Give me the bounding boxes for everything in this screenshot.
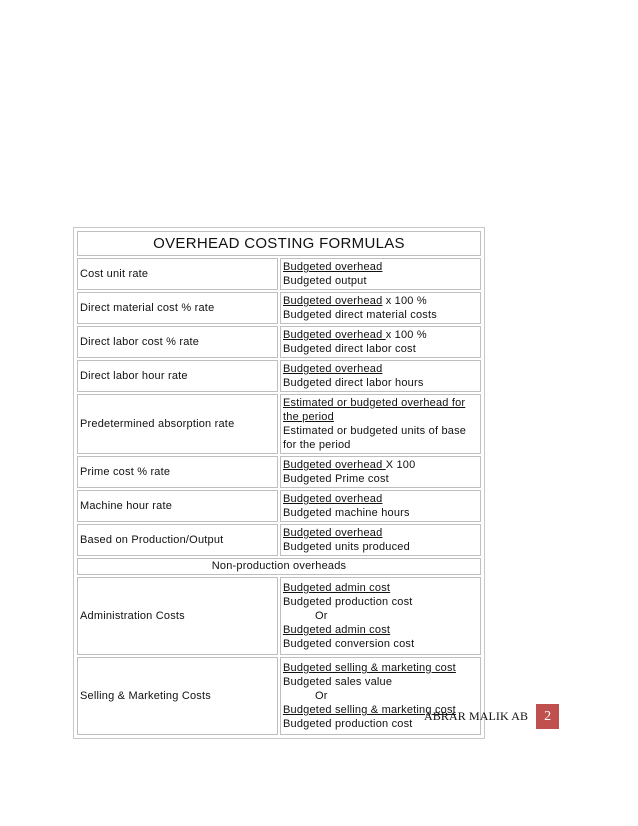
- formula-numerator: Budgeted overhead: [283, 261, 383, 273]
- formula-numerator: Budgeted admin cost: [283, 624, 391, 636]
- table-row: [77, 258, 481, 290]
- row-formula: [280, 456, 481, 488]
- formula-denominator: Budgeted output: [283, 275, 367, 287]
- table-row: [77, 657, 481, 735]
- overhead-formulas-table: [73, 227, 485, 739]
- section-header: Non-production overheads: [77, 558, 481, 575]
- table-title-row: [77, 231, 481, 256]
- page-footer: [424, 704, 559, 729]
- row-label: Selling & Marketing Costs: [77, 657, 278, 735]
- formula-denominator: Budgeted conversion cost: [283, 638, 415, 650]
- row-label: Administration Costs: [77, 577, 278, 655]
- formula-denominator: Budgeted production cost: [283, 718, 413, 730]
- formula-numerator: Budgeted overhead: [283, 527, 383, 539]
- formula-denominator: Budgeted direct labor hours: [283, 377, 424, 389]
- table-row: [77, 577, 481, 655]
- row-label: Predetermined absorption rate: [77, 394, 278, 454]
- table-row: [77, 490, 481, 522]
- formula-numerator: Budgeted overhead: [283, 493, 383, 505]
- row-formula: [280, 292, 481, 324]
- table-row: [77, 394, 481, 454]
- row-label: Prime cost % rate: [77, 456, 278, 488]
- table-row: [77, 360, 481, 392]
- row-label: Based on Production/Output: [77, 524, 278, 556]
- formula-denominator: Estimated or budgeted units of base for the period: [283, 425, 467, 451]
- section-header-row: [77, 558, 481, 575]
- row-label: Direct material cost % rate: [77, 292, 278, 324]
- formula-denominator: Budgeted production cost: [283, 596, 413, 608]
- footer-author: ABRAR MALIK AB: [424, 709, 529, 723]
- formula-denominator: Budgeted Prime cost: [283, 473, 389, 485]
- row-label: Machine hour rate: [77, 490, 278, 522]
- formula-numerator: Budgeted overhead: [283, 329, 386, 341]
- or-separator: Or: [315, 690, 328, 702]
- table-row: [77, 456, 481, 488]
- row-label: Cost unit rate: [77, 258, 278, 290]
- formula-numerator: Budgeted overhead: [283, 363, 383, 375]
- formula-denominator: Budgeted direct labor cost: [283, 343, 416, 355]
- row-label: Direct labor cost % rate: [77, 326, 278, 358]
- formula-numerator: Budgeted overhead: [283, 459, 386, 471]
- row-formula: [280, 577, 481, 655]
- formula-denominator: Budgeted direct material costs: [283, 309, 437, 321]
- formula-multiplier: X 100: [385, 459, 416, 471]
- formula-numerator: Budgeted admin cost: [283, 582, 391, 594]
- row-formula: [280, 360, 481, 392]
- formula-numerator: Budgeted overhead: [283, 295, 383, 307]
- row-formula: [280, 524, 481, 556]
- row-formula: [280, 394, 481, 454]
- row-label: Direct labor hour rate: [77, 360, 278, 392]
- formula-denominator: Budgeted units produced: [283, 541, 410, 553]
- formula-multiplier: x 100 %: [382, 295, 427, 307]
- formula-multiplier: x 100 %: [385, 329, 427, 341]
- row-formula: [280, 490, 481, 522]
- or-separator: Or: [315, 610, 328, 622]
- row-formula: [280, 258, 481, 290]
- formula-denominator: Budgeted machine hours: [283, 507, 410, 519]
- table-title: OVERHEAD COSTING FORMULAS: [77, 231, 481, 256]
- table-row: [77, 524, 481, 556]
- row-formula: [280, 326, 481, 358]
- table-row: [77, 292, 481, 324]
- formula-numerator: Budgeted selling & marketing cost: [283, 704, 456, 716]
- formulas-grid: [75, 229, 483, 737]
- formula-denominator: Budgeted sales value: [283, 676, 393, 688]
- table-row: [77, 326, 481, 358]
- page-number-badge: 2: [536, 704, 559, 729]
- formula-numerator: Budgeted selling & marketing cost: [283, 662, 456, 674]
- formula-numerator: Estimated or budgeted overhead for the period: [283, 397, 466, 423]
